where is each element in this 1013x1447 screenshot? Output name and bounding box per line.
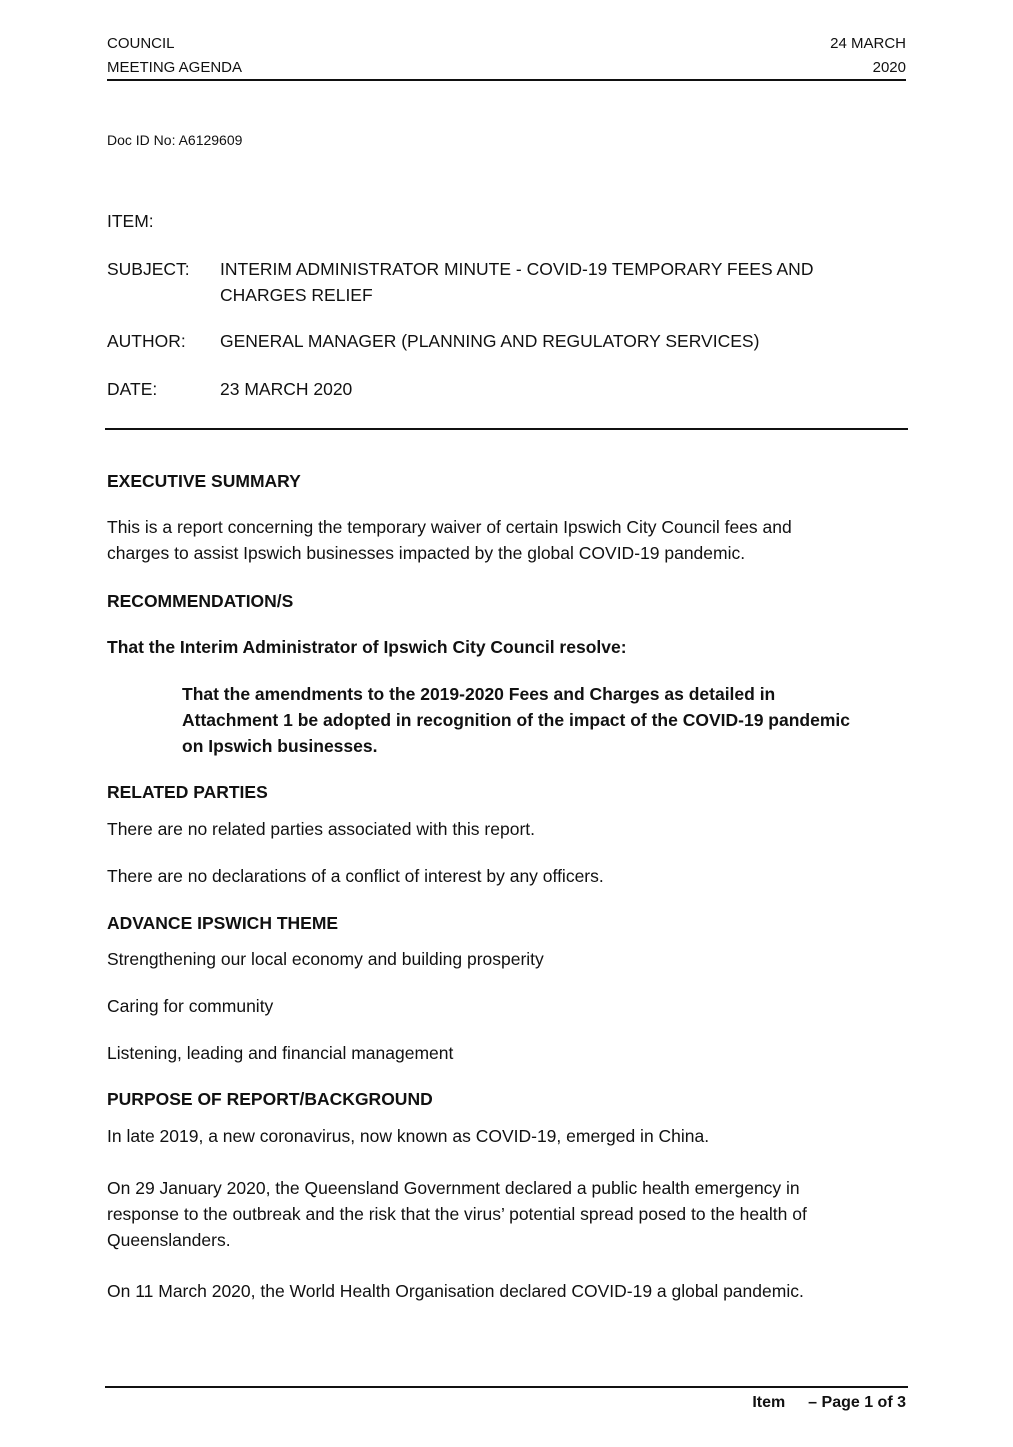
purpose-text-2-line-2: response to the outbreak and the risk that the virus’ potential spread posed to the health of [107,1204,807,1224]
related-parties-heading: RELATED PARTIES [107,782,268,802]
purpose-text-2-line-1: On 29 January 2020, the Queensland Government declared a public health emergency in [107,1178,800,1198]
executive-summary-line-1: This is a report concerning the temporary waiver of certain Ipswich City Council fees and [107,517,792,537]
recommendation-heading: RECOMMENDATION/S [107,591,294,611]
footer-page-info [752,1392,906,1414]
recommendation-line-3: on Ipswich businesses. [182,736,378,756]
author-label: AUTHOR: [107,331,186,351]
date-label: DATE: [107,379,158,399]
purpose-text-2-line-3: Queenslanders. [107,1230,231,1250]
header-council: COUNCIL [107,35,175,52]
related-parties-text-1: There are no related parties associated with this report. [107,819,535,839]
author-value: GENERAL MANAGER (PLANNING AND REGULATORY SERVICES) [220,331,760,351]
purpose-heading: PURPOSE OF REPORT/BACKGROUND [107,1089,433,1109]
related-parties-text-2: There are no declarations of a conflict of interest by any officers. [107,866,604,886]
theme-item-2: Caring for community [107,996,274,1016]
recommendation-resolution [182,681,907,759]
footer-page-number: – Page 1 of 3 [808,1394,906,1411]
header-meeting-agenda: MEETING AGENDA [107,59,243,76]
recommendation-intro: That the Interim Administrator of Ipswich City Council resolve: [107,637,627,657]
executive-summary-heading: EXECUTIVE SUMMARY [107,471,301,491]
item-label: ITEM: [107,211,154,231]
header-rule [107,79,906,81]
date-value: 23 MARCH 2020 [220,379,353,399]
executive-summary-line-2: charges to assist Ipswich businesses impacted by the global COVID-19 pandemic. [107,543,746,563]
recommendation-line-2: Attachment 1 be adopted in recognition of the impact of the COVID-19 pandemic [182,710,850,730]
subject-value [220,256,900,308]
header-right [830,32,906,80]
footer-item-label: Item [752,1394,786,1411]
meta-rule [105,428,908,430]
doc-id: Doc ID No: A6129609 [107,132,243,148]
subject-line-2: CHARGES RELIEF [220,285,373,305]
footer-rule [105,1386,908,1388]
executive-summary-text [107,514,907,566]
purpose-text-2 [107,1175,907,1253]
subject-label: SUBJECT: [107,259,190,279]
header-date-month: 24 MARCH [830,35,906,52]
recommendation-line-1: That the amendments to the 2019-2020 Fees and Charges as detailed in [182,684,776,704]
header-left [107,32,242,80]
header-date-year: 2020 [872,59,906,76]
theme-item-3: Listening, leading and financial management [107,1043,454,1063]
subject-line-1: INTERIM ADMINISTRATOR MINUTE - COVID-19 TEMPORARY FEES AND [220,259,814,279]
purpose-text-3: On 11 March 2020, the World Health Organisation declared COVID-19 a global pandemic. [107,1281,804,1301]
theme-heading: ADVANCE IPSWICH THEME [107,913,339,933]
theme-item-1: Strengthening our local economy and building prosperity [107,949,544,969]
purpose-text-1: In late 2019, a new coronavirus, now known as COVID-19, emerged in China. [107,1126,710,1146]
